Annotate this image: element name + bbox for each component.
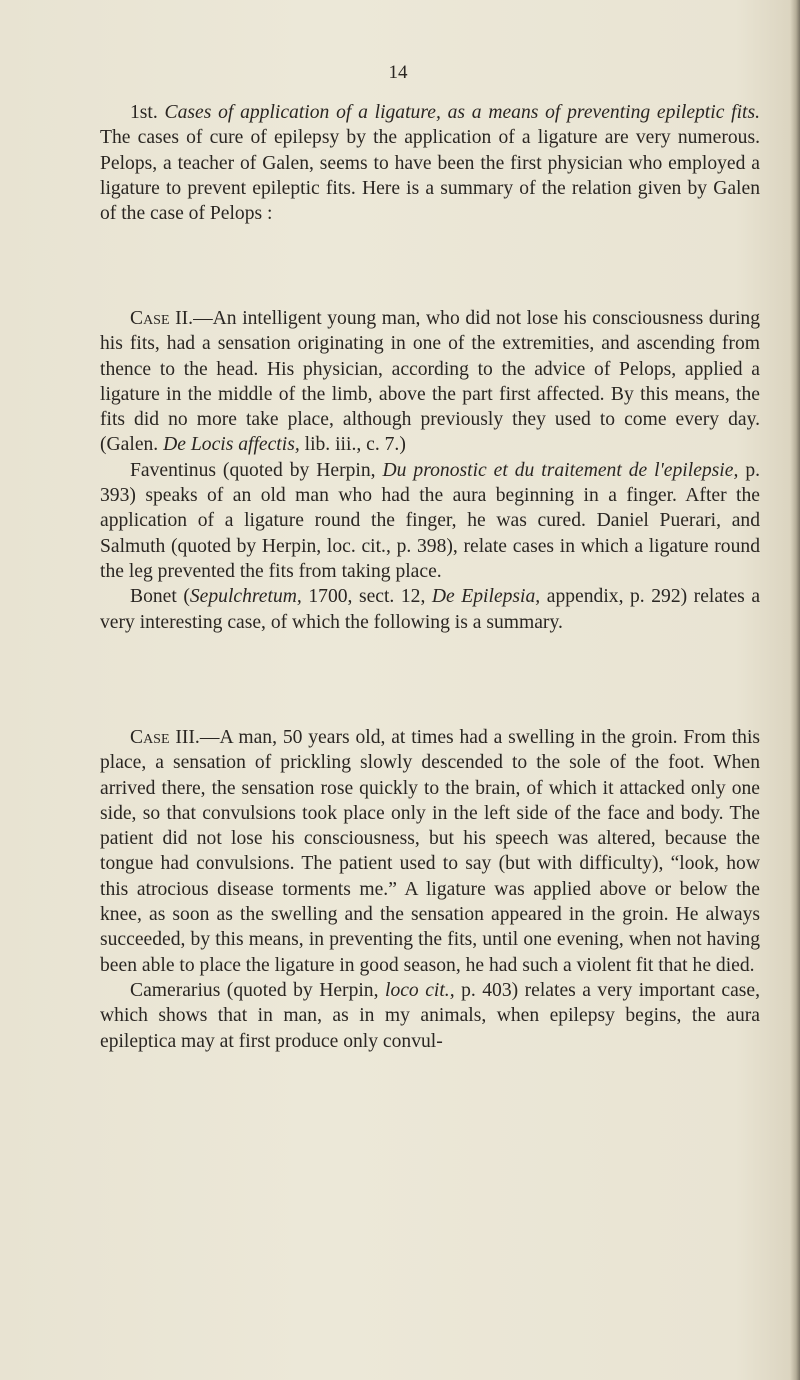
- paragraph-text: p. 403) relates a very important case, which shows that in man, as in my animals, when epilepsy begins, the aura epileptica may at first produce only convul-: [100, 979, 760, 1052]
- paragraph-text: —A man, 50 years old, at times had a swelling in the groin. From this place, a sensation of prickling slowly descended to the sole of the foot. When arrived there, the sensation rose quickly to the brain, of which it attacked only one side, so that convulsions took place only in the left side of the face and body. The patient did not lose his consciousness, but his speech was altered, because the tongue had convulsions. The patient used to say (but with difficulty), “look, how this atrocious disease torments me.” A ligature was applied above or below the knee, as soon as the swelling and the sensation appeared in the groin. He always succeeded, by this means, in preventing the fits, until one evening, when not having been able to place the ligature in good season, he had such a violent fit that he died.: [100, 727, 761, 976]
- citation-title: De Epilepsia,: [431, 586, 541, 608]
- paragraph: [100, 100, 760, 226]
- case-label: Case II.: [130, 308, 194, 329]
- section-heading: Cases of application of a ligature, as a means of preventing epileptic fits.: [164, 102, 760, 123]
- paragraph: [100, 978, 760, 1054]
- citation-title: Du pronostic et du traitement de l'epilepsie,: [382, 459, 739, 481]
- paragraph-text: —An intelligent young man, who did not lose his consciousness during his fits, had a sensation originating in one of the extremities, and ascending from thence to the head. His physician, according to the advice of Pelops, applied a ligature in the middle of the limb, above the part first affected. By this means, the fits did no more take place, although previously they used to come every day. (Galen.: [100, 308, 760, 456]
- section-label: 1st.: [130, 102, 158, 123]
- citation-text: lib. iii., c. 7.): [304, 434, 406, 456]
- section-case-two: [100, 306, 760, 635]
- page-edge-shadow: [790, 0, 800, 1380]
- paragraph: [100, 306, 760, 458]
- section-case-three: [100, 725, 760, 1054]
- paragraph-text: The cases of cure of epilepsy by the application of a ligature are very numerous. Pelops, a teacher of Galen, seems to have been the first physician who employed a ligature to prevent epileptic fits. Here is a summary of the relation given by Galen of the case of Pelops :: [100, 127, 760, 225]
- paragraph: [100, 725, 760, 978]
- section-first-cases: [100, 100, 760, 226]
- case-label: Case III.: [130, 727, 200, 748]
- citation-title: Sepulchretum,: [189, 586, 302, 608]
- citation-title: De Locis affectis,: [163, 434, 300, 456]
- paragraph-text: p. 393) speaks of an old man who had the aura beginning in a finger. After the application of a ligature round the finger, he was cured. Daniel Puerari, and Salmuth (quoted by Herpin, loc. cit., p. 398), relate cases in which a ligature round the leg prevented the fits from taking place.: [100, 459, 761, 582]
- page-number: 14: [388, 62, 408, 83]
- paragraph-text: Bonet (: [130, 586, 190, 608]
- paragraph: [100, 458, 760, 584]
- citation-title: loco cit.,: [385, 979, 455, 1001]
- paragraph-text: Faventinus (quoted by Herpin,: [130, 459, 376, 481]
- paragraph-text: Camerarius (quoted by Herpin,: [130, 979, 379, 1001]
- paragraph-text: appendix, p. 292) relates a very interesting case, of which the following is a summary.: [100, 586, 761, 633]
- paragraph: [100, 584, 760, 635]
- paragraph-text: 1700, sect. 12,: [308, 586, 426, 608]
